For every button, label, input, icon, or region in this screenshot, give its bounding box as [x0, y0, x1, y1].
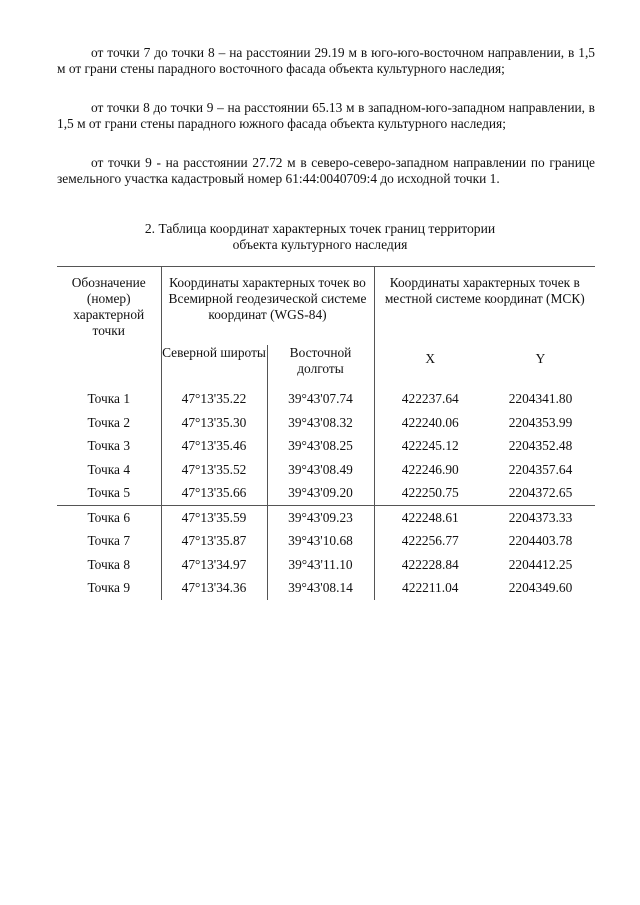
- cell-point-name: Точка 6: [57, 505, 161, 529]
- cell-longitude: 39°43'08.14: [267, 576, 374, 600]
- header-north-latitude: Северной широты: [161, 345, 267, 387]
- cell-latitude: 47°13'35.30: [161, 411, 267, 435]
- cell-point-name: Точка 5: [87, 485, 131, 500]
- cell-x: 422245.12: [374, 434, 486, 458]
- cell-x: 422250.75: [374, 481, 486, 505]
- cell-longitude: 39°43'08.25: [267, 434, 374, 458]
- coordinates-table: [57, 266, 595, 600]
- cell-point-name: Точка 4: [87, 461, 131, 477]
- header-point-designation: Обозначение (номер) характерной точки: [57, 267, 161, 346]
- table-row: [57, 458, 595, 482]
- table-row: [57, 529, 595, 553]
- cell-x: 422248.61: [374, 505, 486, 529]
- paragraph-point-8-9: от точки 8 до точки 9 – на расстоянии 65.13 м в западном-юго-западном направлении, в 1,5 м от грани стены парадного южного фасада объекта культурного наследия;: [57, 100, 595, 131]
- cell-x: 422237.64: [374, 387, 486, 411]
- cell-latitude: 47°13'35.87: [161, 529, 267, 553]
- table-row: [57, 434, 595, 458]
- cell-longitude: 39°43'11.10: [267, 553, 374, 577]
- cell-y: 2204341.80: [508, 391, 573, 406]
- table-row: [57, 553, 595, 577]
- cell-x: 422228.84: [374, 553, 486, 577]
- cell-longitude: 39°43'10.68: [267, 529, 374, 553]
- cell-latitude: 47°13'35.66: [161, 481, 267, 505]
- table-caption: [0, 221, 640, 253]
- cell-longitude: 39°43'09.20: [267, 481, 374, 505]
- cell-point-name: Точка 3: [87, 438, 131, 453]
- cell-longitude: 39°43'08.49: [267, 458, 374, 482]
- cell-point-name: Точка 2: [87, 414, 131, 430]
- table-row: [57, 387, 595, 411]
- table-caption-line-2: объекта культурного наследия: [232, 237, 408, 252]
- header-east-longitude: Восточной долготы: [267, 345, 374, 387]
- cell-point-name: Точка 7: [87, 533, 131, 548]
- paragraph-point-7-8: от точки 7 до точки 8 – на расстоянии 29.19 м в юго-юго-восточном направлении, в 1,5 м от грани стены парадного восточного фасада объекта культурного наследия;: [57, 45, 595, 76]
- cell-longitude: 39°43'09.23: [267, 505, 374, 529]
- cell-y: 2204403.78: [508, 533, 573, 548]
- cell-point-name: Точка 8: [87, 556, 131, 572]
- paragraph-point-9-1: от точки 9 - на расстоянии 27.72 м в северо-северо-западном направлении по границе земельного участка кадастровый номер 61:44:0040709:4 до исходной точки 1.: [57, 155, 595, 186]
- cell-longitude: 39°43'08.32: [267, 411, 374, 435]
- cell-point-name: Точка 9: [87, 580, 131, 595]
- cell-x: 422256.77: [374, 529, 486, 553]
- table-row: [57, 411, 595, 435]
- header-wgs84-coordinates: Координаты характерных точек во Всемирной геодезической системе координат (WGS-84): [161, 267, 374, 346]
- cell-latitude: 47°13'34.97: [161, 553, 267, 577]
- table-caption-line-1: 2. Таблица координат характерных точек границ территории: [144, 221, 496, 236]
- cell-y: 2204352.48: [508, 438, 573, 453]
- cell-point-name: Точка 1: [87, 391, 131, 406]
- header-x: X: [374, 345, 486, 387]
- cell-latitude: 47°13'35.52: [161, 458, 267, 482]
- table-row: [57, 505, 595, 529]
- cell-y: 2204353.99: [508, 414, 573, 430]
- cell-latitude: 47°13'35.59: [161, 505, 267, 529]
- cell-latitude: 47°13'34.36: [161, 576, 267, 600]
- table-row: [57, 576, 595, 600]
- table-row: [57, 481, 595, 505]
- cell-y: 2204357.64: [508, 461, 573, 477]
- header-y: Y: [535, 351, 546, 366]
- cell-latitude: 47°13'35.22: [161, 387, 267, 411]
- header-msk-coordinates: Координаты характерных точек в местной системе координат (МСК): [374, 267, 595, 346]
- cell-latitude: 47°13'35.46: [161, 434, 267, 458]
- cell-y: 2204412.25: [508, 556, 573, 572]
- cell-y: 2204373.33: [486, 505, 595, 529]
- cell-x: 422211.04: [374, 576, 486, 600]
- header-empty-cell: [57, 345, 161, 387]
- cell-y: 2204349.60: [508, 580, 573, 595]
- cell-x: 422240.06: [374, 411, 486, 435]
- cell-y: 2204372.65: [508, 485, 573, 500]
- cell-x: 422246.90: [374, 458, 486, 482]
- cell-longitude: 39°43'07.74: [267, 387, 374, 411]
